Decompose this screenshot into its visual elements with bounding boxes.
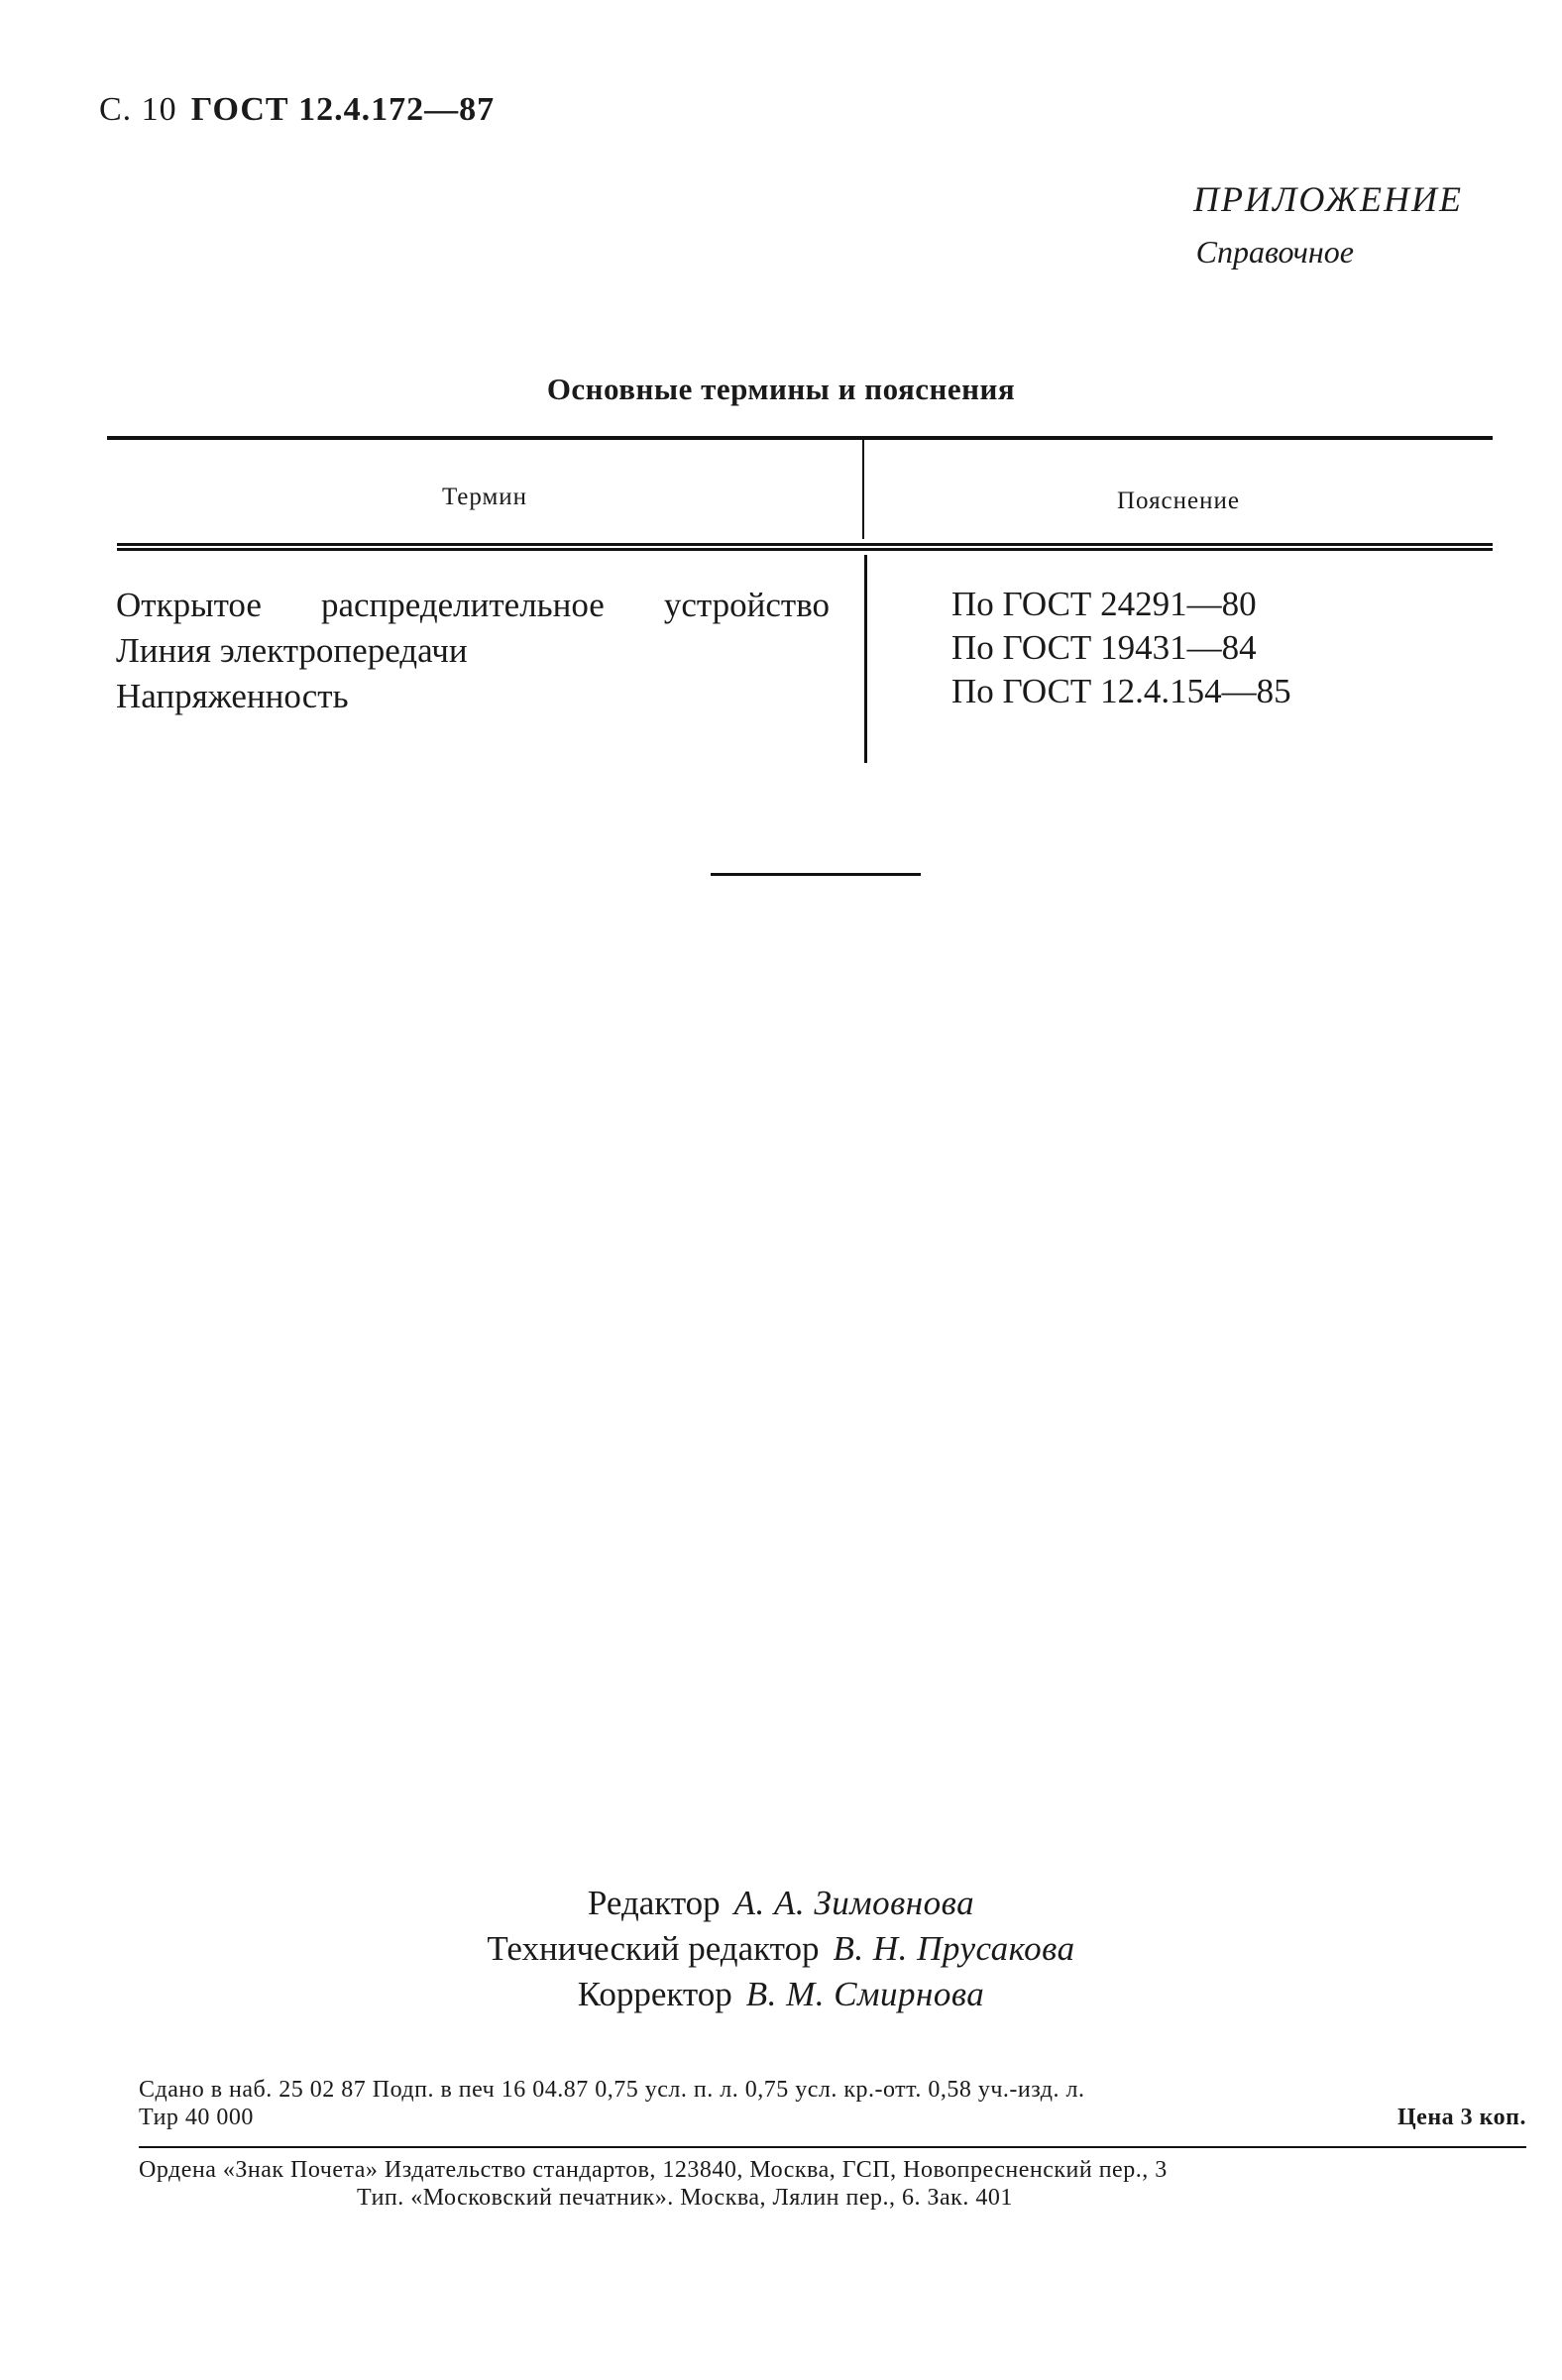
explanation-cell: По ГОСТ 12.4.154—85 [951, 672, 1291, 710]
appendix-label [1193, 178, 1463, 270]
imprint-line: Сдано в наб. 25 02 87 Подп. в печ 16 04.87 0,75 усл. п. л. 0,75 усл. кр.-отт. 0,58 уч.-изд. л. [139, 2077, 1085, 2103]
editorial-credits [0, 1881, 1562, 2017]
column-header-term: Термин [441, 484, 528, 510]
term-cell: Линия электропередачи [116, 631, 468, 670]
explanation-cell: По ГОСТ 19431—84 [951, 628, 1257, 667]
term-word: Открытое [116, 586, 262, 624]
term-cell: Напряженность [116, 677, 349, 715]
explanation-cell: По ГОСТ 24291—80 [951, 585, 1257, 623]
end-of-text-rule [711, 873, 921, 876]
credit-role: Технический редактор [487, 1929, 820, 1968]
credit-line [0, 1972, 1562, 2017]
term-word: распределительное [320, 586, 605, 624]
publisher-block [139, 2156, 1526, 2212]
credit-name: В. Н. Прусакова [833, 1929, 1075, 1968]
table-row [116, 628, 830, 674]
imprint-print-run: Тир 40 000 [139, 2105, 254, 2130]
credit-name: А. А. Зимовнова [733, 1884, 975, 1922]
terms-column [116, 583, 830, 719]
table-row [116, 583, 830, 628]
imprint-price: Цена 3 коп. [1397, 2105, 1526, 2130]
page-header [99, 91, 495, 129]
explanations-column [951, 583, 1467, 713]
imprint-block [139, 2076, 1526, 2131]
standard-designation: ГОСТ 12.4.172—87 [190, 91, 496, 128]
appendix-title: ПРИЛОЖЕНИЕ [1193, 179, 1463, 219]
table-title: Основные термины и пояснения [546, 372, 1016, 406]
credit-role: Корректор [577, 1975, 732, 2013]
page-number: С. 10 [99, 91, 177, 128]
appendix-subtitle: Справочное [1195, 234, 1354, 270]
body-column-divider [864, 555, 867, 763]
credit-line [0, 1881, 1562, 1926]
table-header-double-rule [117, 543, 1493, 551]
imprint-rule [139, 2146, 1526, 2148]
credit-name: В. М. Смирнова [745, 1975, 985, 2013]
term-word: устройство [663, 586, 830, 624]
table-row [116, 674, 830, 719]
table-top-rule [107, 436, 1493, 440]
credit-line [0, 1926, 1562, 1972]
printer-line: Тип. «Московский печатник». Москва, Лялин пер., 6. Зак. 401 [357, 2185, 1013, 2211]
column-header-explanation: Пояснение [1116, 487, 1240, 514]
credit-role: Редактор [587, 1884, 721, 1922]
publisher-line: Ордена «Знак Почета» Издательство стандартов, 123840, Москва, ГСП, Новопресненский пер., 3 [139, 2157, 1168, 2183]
